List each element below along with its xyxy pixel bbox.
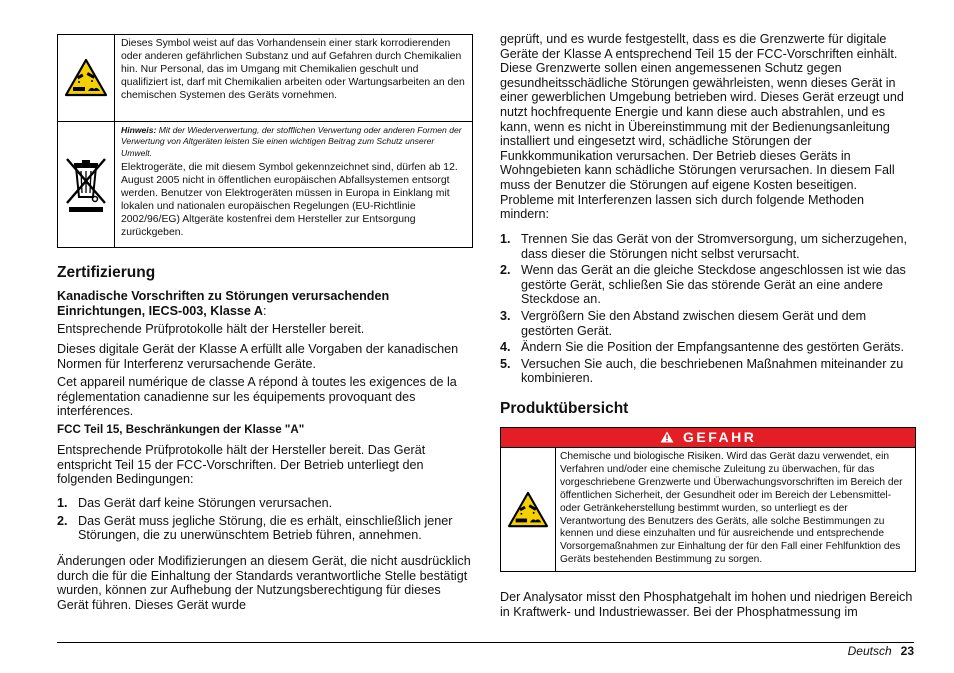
warning-table <box>57 34 473 248</box>
paragraph-pruefprotokolle: Entsprechende Prüfprotokolle hält der Hersteller bereit. <box>57 322 365 336</box>
danger-body <box>501 448 915 571</box>
page-number: 23 <box>900 644 914 658</box>
list-item: 4. Ändern Sie die Position der Empfangsantenne des gestörten Geräts. <box>500 340 904 355</box>
list-item: 2. Wenn das Gerät an die gleiche Steckdose angeschlossen ist wie das gestörte Gerät, schließen Sie das störende Gerät an eine andere Steckdose an. <box>500 263 906 307</box>
list-item: 1. Trennen Sie das Gerät von der Stromversorgung, um sicherzugehen, dass dieser die Störungen nicht selbst verursacht. <box>500 232 907 261</box>
paragraph-fcc: Entsprechende Prüfprotokolle hält der Hersteller bereit. Das Gerät entspricht Teil 15 der FCC-Vorschriften. Der Betrieb unterliegt den folgenden Bedingungen: <box>57 443 426 487</box>
danger-label: GEFAHR <box>683 429 757 445</box>
heading-zertifizierung: Zertifizierung <box>57 264 156 281</box>
heading-produktuebersicht: Produktübersicht <box>500 400 629 417</box>
footer-divider <box>57 642 914 643</box>
paragraph-kanada-de: Dieses digitale Gerät der Klasse A erfüllt alle Vorgaben der kanadischen Normen für Interferenz verursachende Geräte. <box>57 342 459 371</box>
warning-row-weee <box>58 122 472 247</box>
subheading-fcc: FCC Teil 15, Beschränkungen der Klasse "A" <box>57 423 305 436</box>
fcc-conditions-list <box>57 496 472 543</box>
paragraph-grenzwerte: geprüft, und es wurde festgestellt, dass es die Grenzwerte für digitale Geräte der Klasse A entsprechend Teil 15 der FCC-Vorschriften einhält. Diese Grenzwerte sollen einen angemessenen Schutz gegen gesundheitsschädliche Störungen gewährleisten, wenn dieses Gerät in einer gewerblichen Umgebung betrieben wird. Dieses Gerät erzeugt und nutzt hochfrequente Energie und kann diese auch abstrahlen, und es kann, wenn es nicht in Übereinstimmung mit der Bedienungsanleitung installiert und eingesetzt wird, schädliche Störungen der Funkkommunikation verursachen. Der Betrieb dieses Geräts in Wohngebieten kann schädliche Störungen verursachen. In diesem Fall muss der Benutzer die Störungen auf eigene Kosten beseitigen. Probleme mit Interferenzen lassen sich durch folgende Methoden mindern: <box>500 32 904 222</box>
list-item: 5. Versuchen Sie auch, die beschriebenen Maßnahmen miteinander zu kombinieren. <box>500 356 904 386</box>
footer-language: Deutsch <box>847 644 892 658</box>
corrosive-warning-icon <box>58 35 115 121</box>
warning-text-corrosive: Dieses Symbol weist auf das Vorhandensein einer stark korrodierenden oder anderen gefährlichen Substanz und auf Gefahren durch Chemikalien hin. Nur Personal, das im Umgang mit Chemikalien geschult und qualifiziert ist, darf mit Chemikalien arbeiten oder Wartungsarbeiten an den chemischen Systemen des Geräts vornehmen. <box>121 38 465 101</box>
crossed-out-bin-icon <box>58 122 115 247</box>
interference-list <box>500 232 914 386</box>
paragraph-kanada-fr: Cet appareil numérique de classe A répond à toutes les exigences de la réglementation canadienne sur les équipements provoquant des interférences. <box>57 375 457 419</box>
danger-header <box>501 428 915 448</box>
list-item: 2. Das Gerät muss jegliche Störung, die es erhält, einschließlich jener Störungen, die zu unerwünschtem Betrieb führen, annehmen. <box>57 513 453 543</box>
weee-text: Elektrogeräte, die mit diesem Symbol gekennzeichnet sind, dürfen ab 12. August 2005 nicht in öffentlichen europäischen Abfallsystemen entsorgt werden. Benutzer von Elektrogeräten müssen in Europa in Einklang mit lokalen und nationalen europäischen Regelungen (EU-Richtlinie 2002/96/EG) Altgeräte kostenfrei dem Hersteller zur Entsorgung zurückgeben. <box>121 162 458 238</box>
list-item: 3. Vergrößern Sie den Abstand zwischen diesem Gerät und dem gestörten Gerät. <box>500 308 867 338</box>
subheading-kanada: Kanadische Vorschriften zu Störungen verursachenden Einrichtungen, IECS-003, Klasse A: <box>57 289 390 318</box>
weee-note: Hinweis: Mit der Wiederverwertung, der stofflichen Verwertung oder anderen Formen der Verwertung von Altgeräten leisten Sie einen wichtigen Beitrag zum Schutz unserer Umwelt. <box>121 125 462 158</box>
paragraph-analysator: Der Analysator misst den Phosphatgehalt im hohen und niedrigen Bereich in Kraftwerk- und Industriewasser. Bei der Phosphatmessung im <box>500 590 913 619</box>
danger-text: Chemische und biologische Risiken. Wird das Gerät dazu verwendet, ein Verfahren und/oder eine chemische Zuleitung zu überwachen, für das vorgeschriebene Grenzwerte und Überwachungsvorschriften im Bereich der öffentlichen Sicherheit, der Gesundheit oder im Bereich der Lebensmittel- oder Getränkeherstellung bestimmt wurden, so unterliegt es der Verantwortung des Benutzers des Geräts, alle solche Bestimmungen zu kennen und diese einzuhalten und für ausreichende und entsprechende Vorsorgemaßnahmen zur Einhaltung der für den Fall einer Fehlfunktion des Geräts bestehenden Bestimmung zu sorgen. <box>560 451 903 566</box>
danger-box <box>500 427 916 572</box>
warning-text-weee <box>115 122 472 247</box>
warning-triangle-icon <box>660 429 683 445</box>
chemical-hazard-icon <box>501 448 556 571</box>
paragraph-aenderungen: Änderungen oder Modifizierungen an diesem Gerät, die nicht ausdrücklich durch die für die Einhaltung der Standards verantwortliche Stelle bestätigt wurden, können zur Aufhebung der Nutzungsberechtigung für dieses Gerät führen. Dieses Gerät wurde <box>57 554 471 612</box>
warning-row-corrosive <box>58 35 472 122</box>
list-item: 1. Das Gerät darf keine Störungen verursachen. <box>57 496 333 510</box>
page-footer <box>848 644 914 658</box>
